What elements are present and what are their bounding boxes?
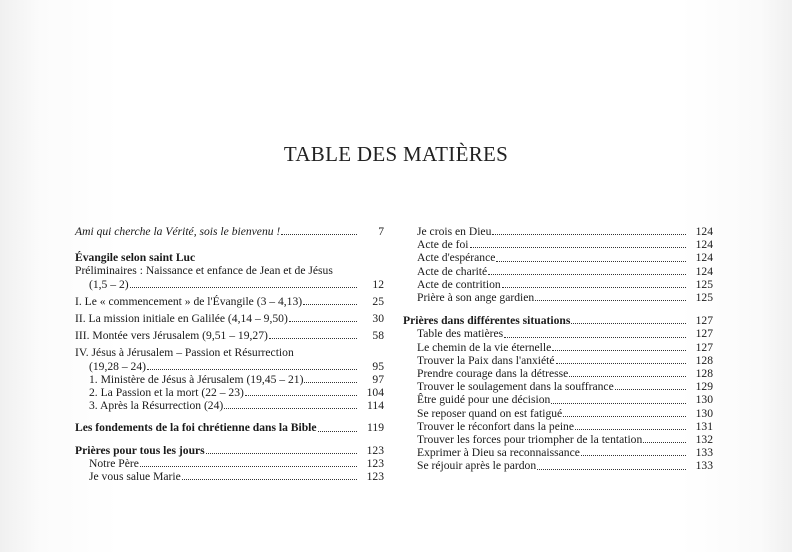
toc-entry-part4: (19,28 – 24) 95: [89, 359, 384, 373]
toc-entry-paix: Trouver la Paix dans l'anxiété 128: [417, 353, 713, 367]
toc-entry-forces: Trouver les forces pour triompher de la tentation 132: [417, 433, 713, 447]
toc-entry-part4-line1: IV. Jésus à Jérusalem – Passion et Résurrection: [75, 346, 294, 360]
toc-entry-intro: Ami qui cherche la Vérité, sois le bienvenu ! 7: [75, 225, 384, 238]
section-heading-gospel: Évangile selon saint Luc: [75, 251, 196, 265]
page-title: TABLE DES MATIÈRES: [283, 142, 509, 166]
toc-entry-soulagement: Trouver le soulagement dans la souffrance 129: [417, 380, 713, 394]
toc-entry-je-vous-salue: Je vous salue Marie 123: [89, 470, 384, 484]
toc-entry-reconfort: Trouver le réconfort dans la peine 131: [417, 419, 713, 433]
toc-entry-foundations: Les fondements de la foi chrétienne dans la Bible 119: [75, 421, 384, 435]
toc-entry-prelim: (1,5 – 2) 12: [89, 277, 384, 291]
dot-leader: [643, 441, 686, 443]
dot-leader: [318, 430, 357, 432]
dot-leader: [569, 375, 686, 377]
dot-leader: [147, 368, 357, 370]
toc-entry-courage: Prendre courage dans la détresse 128: [417, 367, 713, 381]
dot-leader: [504, 336, 686, 338]
dot-leader: [224, 407, 357, 409]
dot-leader: [140, 465, 357, 467]
dot-leader: [130, 286, 357, 288]
toc-entry-acte-esperance: Acte d'espérance 124: [417, 251, 713, 265]
dot-leader: [488, 273, 686, 275]
toc-entry-chemin: Le chemin de la vie éternelle 127: [417, 340, 713, 354]
toc-entry-decision: Être guidé pour une décision 130: [417, 393, 713, 407]
toc-entry-notre-pere: Notre Père 123: [89, 456, 384, 470]
toc-entry-ange-gardien: Prière à son ange gardien 125: [417, 291, 713, 305]
toc-entry-prelim-line1: Préliminaires : Naissance et enfance de Jean et de Jésus: [75, 264, 333, 278]
dot-leader: [551, 402, 686, 404]
dot-leader: [552, 349, 686, 351]
dot-leader: [575, 428, 686, 430]
dot-leader: [615, 388, 686, 390]
dot-leader: [492, 233, 686, 235]
dot-leader: [304, 381, 357, 383]
toc-entry-situations: Prières dans différentes situations 127: [403, 314, 713, 328]
toc-entry-part3: III. Montée vers Jérusalem (9,51 – 19,27) 58: [75, 329, 384, 343]
dot-leader: [182, 478, 357, 480]
toc-entry-acte-charite: Acte de charité 124: [417, 264, 713, 278]
toc-entry-reposer: Se reposer quand on est fatigué 130: [417, 406, 713, 420]
toc-entry-part4-sub1: 1. Ministère de Jésus à Jérusalem (19,45 – 21) 97: [89, 372, 384, 386]
dot-leader: [502, 286, 686, 288]
dot-leader: [535, 299, 686, 301]
dot-leader: [571, 322, 686, 324]
dot-leader: [269, 337, 357, 339]
dot-leader: [303, 303, 357, 305]
dot-leader: [581, 454, 686, 456]
toc-entry-part2: II. La mission initiale en Galilée (4,14 – 9,50) 30: [75, 312, 384, 326]
toc-column-right: [403, 225, 713, 473]
toc-column-left: [75, 225, 384, 483]
dot-leader: [245, 394, 357, 396]
toc-entry-part4-sub3: 3. Après la Résurrection (24) 114: [89, 399, 384, 413]
dot-leader: [556, 362, 686, 364]
toc-entry-credo: Je crois en Dieu 124: [417, 225, 713, 238]
toc-entry-part1: I. Le « commencement » de l'Évangile (3 – 4,13) 25: [75, 294, 384, 308]
toc-entry-acte-foi: Acte de foi 124: [417, 238, 713, 252]
dot-leader: [470, 246, 686, 248]
toc-entry-prayers-daily: Prières pour tous les jours 123: [75, 443, 384, 457]
dot-leader: [206, 452, 357, 454]
dot-leader: [537, 468, 686, 470]
dot-leader: [563, 415, 686, 417]
toc-entry-part4-sub2: 2. La Passion et la mort (22 – 23) 104: [89, 386, 384, 400]
toc-entry-acte-contrition: Acte de contrition 125: [417, 277, 713, 291]
toc-entry-reconnaissance: Exprimer à Dieu sa reconnaissance 133: [417, 446, 713, 460]
toc-entry-table: Table des matières 127: [417, 327, 713, 341]
dot-leader: [496, 260, 686, 262]
dot-leader: [289, 320, 357, 322]
dot-leader: [281, 233, 357, 235]
toc-entry-pardon: Se réjouir après le pardon 133: [417, 459, 713, 473]
